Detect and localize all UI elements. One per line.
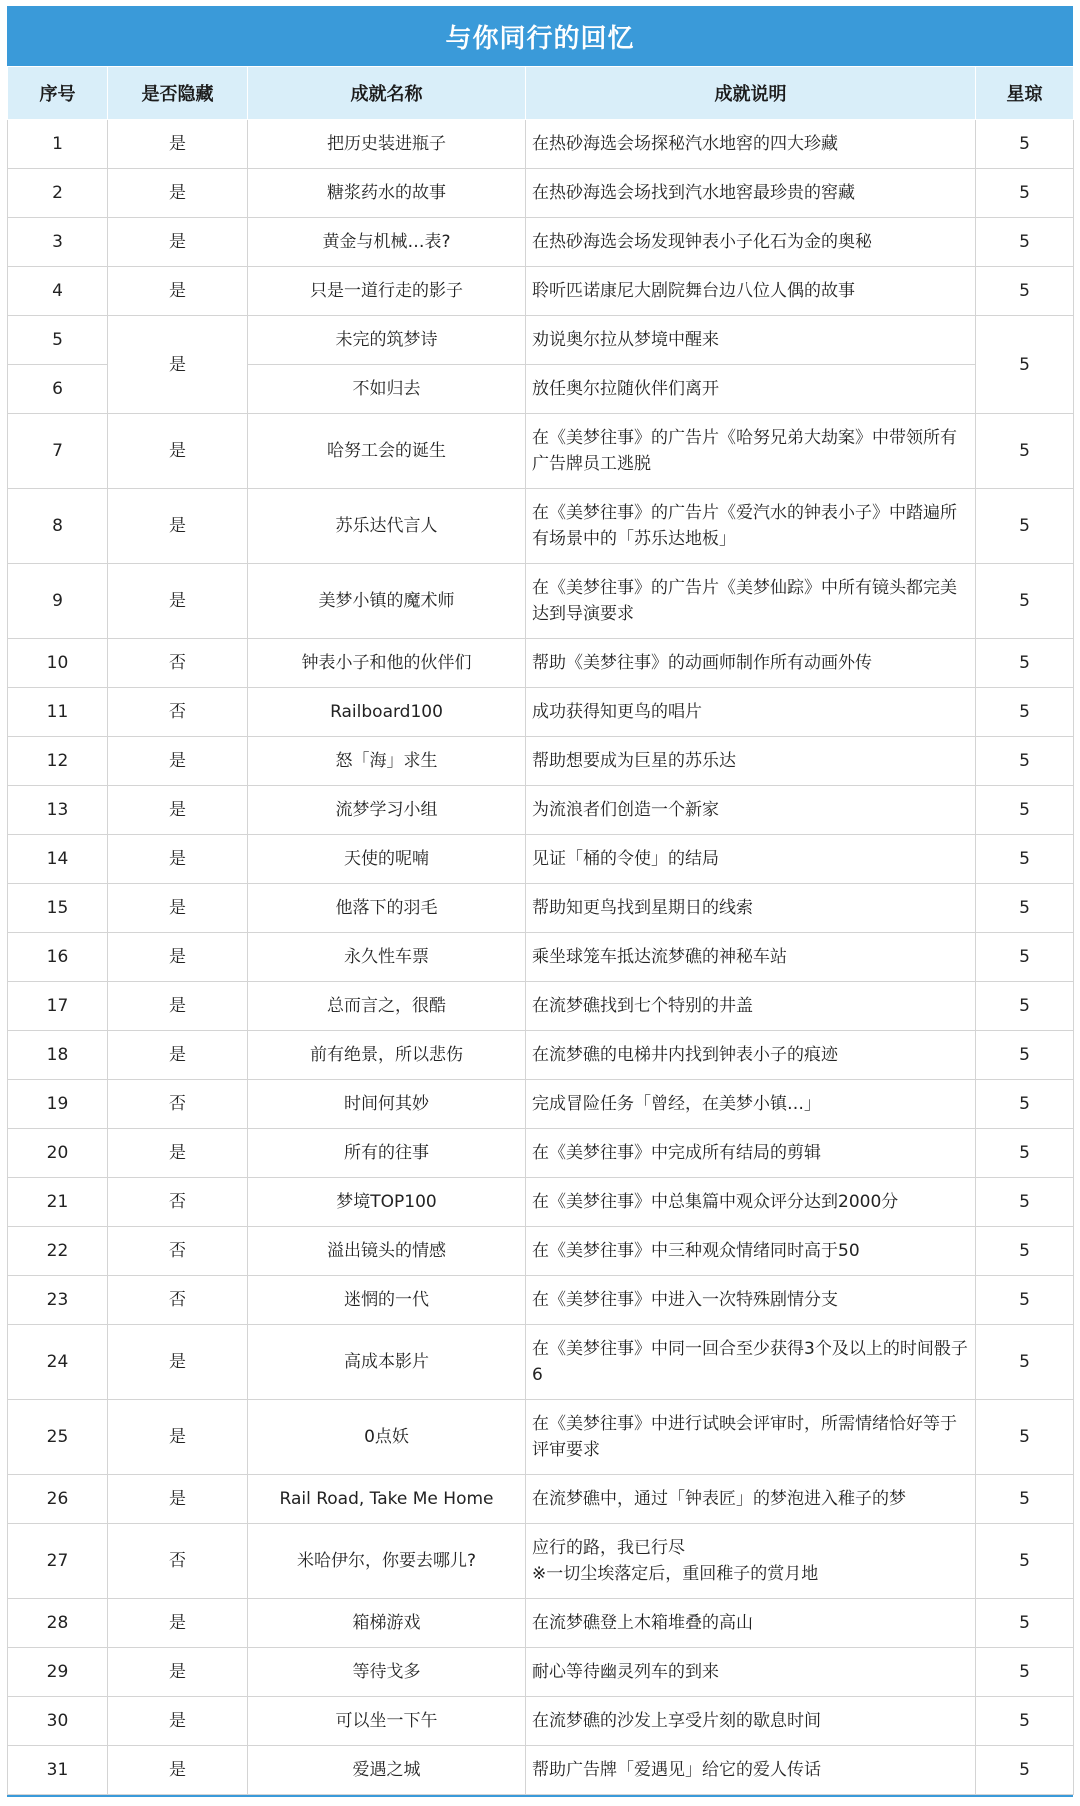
description-text: 在《美梦往事》中同一回合至少获得3个及以上的时间骰子6 (532, 1339, 968, 1385)
cell-name: 不如归去 (248, 365, 526, 414)
table-row (8, 1475, 1074, 1524)
table-row (8, 639, 1074, 688)
table-row (8, 414, 1074, 489)
table-row (8, 933, 1074, 982)
cell-name: 流梦学习小组 (248, 786, 526, 835)
cell-stars: 5 (976, 169, 1074, 218)
header-hidden: 是否隐藏 (108, 67, 248, 120)
cell-stars: 5 (976, 835, 1074, 884)
description-text: 帮助知更鸟找到星期日的线索 (532, 898, 753, 918)
cell-stars: 5 (976, 489, 1074, 564)
description-text: 在流梦礁中，通过「钟表匠」的梦泡进入稚子的梦 (532, 1489, 906, 1509)
cell-number: 21 (8, 1178, 108, 1227)
table-row (8, 688, 1074, 737)
description-text: 在流梦礁找到七个特别的井盖 (532, 996, 753, 1016)
cell-hidden: 否 (108, 1524, 248, 1599)
cell-description (526, 1400, 976, 1475)
description-text: 乘坐球笼车抵达流梦礁的神秘车站 (532, 947, 787, 967)
cell-stars: 5 (976, 1276, 1074, 1325)
cell-description (526, 169, 976, 218)
header-description: 成就说明 (526, 67, 976, 120)
cell-name: 把历史装进瓶子 (248, 120, 526, 169)
cell-description (526, 933, 976, 982)
table-row (8, 120, 1074, 169)
cell-hidden: 否 (108, 1276, 248, 1325)
description-text: 在热砂海选会场找到汽水地窖最珍贵的窖藏 (532, 183, 855, 203)
cell-description (526, 1129, 976, 1178)
description-text: 成功获得知更鸟的唱片 (532, 702, 702, 722)
table-row (8, 1599, 1074, 1648)
description-text: 在流梦礁登上木箱堆叠的高山 (532, 1613, 753, 1633)
cell-number: 13 (8, 786, 108, 835)
cell-name: 前有绝景，所以悲伤 (248, 1031, 526, 1080)
table-row (8, 1325, 1074, 1400)
cell-stars: 5 (976, 1524, 1074, 1599)
cell-number: 6 (8, 365, 108, 414)
cell-description (526, 489, 976, 564)
cell-hidden: 是 (108, 1599, 248, 1648)
table-title: 与你同行的回忆 (7, 6, 1073, 66)
cell-hidden: 否 (108, 639, 248, 688)
cell-stars: 5 (976, 1080, 1074, 1129)
cell-stars: 5 (976, 1599, 1074, 1648)
table-row (8, 489, 1074, 564)
table-row (8, 1276, 1074, 1325)
cell-hidden: 否 (108, 1178, 248, 1227)
table-row (8, 1746, 1074, 1795)
table-row (8, 1080, 1074, 1129)
description-text: 在《美梦往事》的广告片《哈努兄弟大劫案》中带领所有广告牌员工逃脱 (532, 428, 957, 474)
cell-description (526, 1599, 976, 1648)
table-row (8, 1697, 1074, 1746)
description-text: 聆听匹诺康尼大剧院舞台边八位人偶的故事 (532, 281, 855, 301)
header-name: 成就名称 (248, 67, 526, 120)
cell-number: 17 (8, 982, 108, 1031)
cell-hidden: 是 (108, 737, 248, 786)
cell-stars: 5 (976, 1227, 1074, 1276)
cell-number: 19 (8, 1080, 108, 1129)
cell-stars: 5 (976, 1178, 1074, 1227)
description-text: 见证「桶的令使」的结局 (532, 849, 719, 869)
cell-number: 11 (8, 688, 108, 737)
cell-hidden: 是 (108, 1746, 248, 1795)
cell-name: Railboard100 (248, 688, 526, 737)
header-stars: 星琼 (976, 67, 1074, 120)
cell-hidden: 是 (108, 1325, 248, 1400)
cell-description (526, 120, 976, 169)
cell-description (526, 1746, 976, 1795)
cell-description (526, 1276, 976, 1325)
cell-name: 箱梯游戏 (248, 1599, 526, 1648)
cell-name: 苏乐达代言人 (248, 489, 526, 564)
table-row (8, 169, 1074, 218)
cell-description (526, 414, 976, 489)
cell-name: 可以坐一下午 (248, 1697, 526, 1746)
cell-hidden: 是 (108, 884, 248, 933)
cell-description (526, 835, 976, 884)
cell-hidden: 是 (108, 316, 248, 414)
cell-description (526, 1227, 976, 1276)
cell-stars: 5 (976, 564, 1074, 639)
description-text: 为流浪者们创造一个新家 (532, 800, 719, 820)
cell-hidden: 是 (108, 982, 248, 1031)
cell-number: 18 (8, 1031, 108, 1080)
description-text: 在《美梦往事》中进行试映会评审时，所需情绪恰好等于评审要求 (532, 1414, 957, 1460)
cell-description (526, 884, 976, 933)
cell-number: 23 (8, 1276, 108, 1325)
cell-description (526, 1648, 976, 1697)
cell-name: 美梦小镇的魔术师 (248, 564, 526, 639)
description-text: 在流梦礁的沙发上享受片刻的歇息时间 (532, 1711, 821, 1731)
cell-name: 糖浆药水的故事 (248, 169, 526, 218)
cell-name: 怒「海」求生 (248, 737, 526, 786)
cell-description (526, 564, 976, 639)
cell-stars: 5 (976, 218, 1074, 267)
cell-hidden: 是 (108, 1475, 248, 1524)
table-row (8, 737, 1074, 786)
cell-hidden: 否 (108, 1080, 248, 1129)
table-row (8, 982, 1074, 1031)
cell-stars: 5 (976, 120, 1074, 169)
cell-hidden: 是 (108, 1648, 248, 1697)
cell-name: 米哈伊尔，你要去哪儿? (248, 1524, 526, 1599)
description-text: 帮助广告牌「爱遇见」给它的爱人传话 (532, 1760, 821, 1780)
cell-description (526, 639, 976, 688)
cell-number: 8 (8, 489, 108, 564)
description-text: 放任奥尔拉随伙伴们离开 (532, 379, 719, 399)
table-row (8, 1400, 1074, 1475)
cell-description (526, 1524, 976, 1599)
description-text: 劝说奥尔拉从梦境中醒来 (532, 330, 719, 350)
table-row (8, 1129, 1074, 1178)
table-row (8, 884, 1074, 933)
cell-description (526, 267, 976, 316)
header-number: 序号 (8, 67, 108, 120)
table-row (8, 1178, 1074, 1227)
table-row (8, 1524, 1074, 1599)
cell-hidden: 是 (108, 933, 248, 982)
cell-name: 黄金与机械…表? (248, 218, 526, 267)
cell-stars: 5 (976, 639, 1074, 688)
cell-hidden: 是 (108, 1129, 248, 1178)
table-row (8, 564, 1074, 639)
header-row (8, 67, 1074, 120)
table-row (8, 1648, 1074, 1697)
cell-hidden: 否 (108, 688, 248, 737)
cell-number: 9 (8, 564, 108, 639)
cell-number: 28 (8, 1599, 108, 1648)
description-note: ※一切尘埃落定后，重回稚子的赏月地 (532, 1564, 819, 1584)
description-text: 在热砂海选会场发现钟表小子化石为金的奥秘 (532, 232, 872, 252)
table-row (8, 267, 1074, 316)
cell-name: 等待戈多 (248, 1648, 526, 1697)
cell-name: 爱遇之城 (248, 1746, 526, 1795)
cell-name: 迷惘的一代 (248, 1276, 526, 1325)
cell-description (526, 365, 976, 414)
cell-stars: 5 (976, 1697, 1074, 1746)
cell-hidden: 是 (108, 267, 248, 316)
description-text: 在《美梦往事》的广告片《爱汽水的钟表小子》中踏遍所有场景中的「苏乐达地板」 (532, 503, 957, 549)
cell-stars: 5 (976, 933, 1074, 982)
cell-hidden: 是 (108, 218, 248, 267)
cell-number: 20 (8, 1129, 108, 1178)
cell-description (526, 737, 976, 786)
table-row (8, 218, 1074, 267)
table-row (8, 1227, 1074, 1276)
cell-number: 15 (8, 884, 108, 933)
cell-number: 22 (8, 1227, 108, 1276)
table-row (8, 786, 1074, 835)
cell-name: 未完的筑梦诗 (248, 316, 526, 365)
cell-number: 27 (8, 1524, 108, 1599)
cell-description (526, 316, 976, 365)
cell-description (526, 1178, 976, 1227)
description-text: 在《美梦往事》中进入一次特殊剧情分支 (532, 1290, 838, 1310)
cell-description (526, 688, 976, 737)
cell-name: Rail Road, Take Me Home (248, 1475, 526, 1524)
cell-hidden: 否 (108, 1227, 248, 1276)
description-text: 在《美梦往事》中完成所有结局的剪辑 (532, 1143, 821, 1163)
cell-name: 只是一道行走的影子 (248, 267, 526, 316)
cell-stars: 5 (976, 1475, 1074, 1524)
table-row (8, 1031, 1074, 1080)
cell-hidden: 是 (108, 169, 248, 218)
description-text: 在《美梦往事》的广告片《美梦仙踪》中所有镜头都完美达到导演要求 (532, 578, 957, 624)
cell-name: 梦境TOP100 (248, 1178, 526, 1227)
cell-hidden: 是 (108, 835, 248, 884)
cell-number: 5 (8, 316, 108, 365)
cell-number: 29 (8, 1648, 108, 1697)
cell-description (526, 1475, 976, 1524)
cell-name: 天使的呢喃 (248, 835, 526, 884)
cell-stars: 5 (976, 1400, 1074, 1475)
table-row (8, 316, 1074, 365)
cell-number: 3 (8, 218, 108, 267)
cell-hidden: 是 (108, 1697, 248, 1746)
bottom-border (7, 1795, 1073, 1797)
cell-hidden: 是 (108, 414, 248, 489)
cell-description (526, 786, 976, 835)
cell-stars: 5 (976, 786, 1074, 835)
description-text: 应行的路，我已行尽 (532, 1538, 685, 1558)
achievement-table (7, 66, 1074, 1795)
cell-description (526, 1080, 976, 1129)
cell-hidden: 是 (108, 1400, 248, 1475)
cell-stars: 5 (976, 414, 1074, 489)
cell-number: 14 (8, 835, 108, 884)
cell-description (526, 1325, 976, 1400)
cell-name: 高成本影片 (248, 1325, 526, 1400)
cell-name: 永久性车票 (248, 933, 526, 982)
table-body (8, 120, 1074, 1795)
cell-number: 25 (8, 1400, 108, 1475)
cell-description (526, 1031, 976, 1080)
cell-description (526, 1697, 976, 1746)
cell-description (526, 982, 976, 1031)
cell-number: 26 (8, 1475, 108, 1524)
cell-hidden: 是 (108, 1031, 248, 1080)
cell-number: 12 (8, 737, 108, 786)
cell-name: 钟表小子和他的伙伴们 (248, 639, 526, 688)
cell-stars: 5 (976, 316, 1074, 414)
cell-name: 时间何其妙 (248, 1080, 526, 1129)
description-text: 耐心等待幽灵列车的到来 (532, 1662, 719, 1682)
cell-hidden: 是 (108, 786, 248, 835)
description-text: 帮助想要成为巨星的苏乐达 (532, 751, 736, 771)
description-text: 在《美梦往事》中总集篇中观众评分达到2000分 (532, 1192, 899, 1212)
cell-name: 总而言之，很酷 (248, 982, 526, 1031)
description-text: 帮助《美梦往事》的动画师制作所有动画外传 (532, 653, 872, 673)
cell-stars: 5 (976, 1129, 1074, 1178)
cell-number: 7 (8, 414, 108, 489)
cell-hidden: 是 (108, 489, 248, 564)
cell-stars: 5 (976, 737, 1074, 786)
description-text: 在《美梦往事》中三种观众情绪同时高于50 (532, 1241, 860, 1261)
description-text: 在流梦礁的电梯井内找到钟表小子的痕迹 (532, 1045, 838, 1065)
cell-number: 2 (8, 169, 108, 218)
cell-description (526, 218, 976, 267)
cell-hidden: 是 (108, 564, 248, 639)
cell-hidden: 是 (108, 120, 248, 169)
cell-stars: 5 (976, 1746, 1074, 1795)
cell-number: 30 (8, 1697, 108, 1746)
cell-stars: 5 (976, 267, 1074, 316)
cell-number: 16 (8, 933, 108, 982)
cell-number: 31 (8, 1746, 108, 1795)
cell-stars: 5 (976, 1325, 1074, 1400)
cell-name: 0点妖 (248, 1400, 526, 1475)
cell-number: 4 (8, 267, 108, 316)
cell-number: 24 (8, 1325, 108, 1400)
description-text: 在热砂海选会场探秘汽水地窖的四大珍藏 (532, 134, 838, 154)
cell-stars: 5 (976, 1648, 1074, 1697)
cell-stars: 5 (976, 688, 1074, 737)
cell-name: 他落下的羽毛 (248, 884, 526, 933)
cell-stars: 5 (976, 884, 1074, 933)
table-row (8, 835, 1074, 884)
cell-stars: 5 (976, 982, 1074, 1031)
cell-name: 所有的往事 (248, 1129, 526, 1178)
achievement-table-container (7, 6, 1073, 1797)
description-text: 完成冒险任务「曾经，在美梦小镇…」 (532, 1094, 821, 1114)
cell-stars: 5 (976, 1031, 1074, 1080)
cell-number: 10 (8, 639, 108, 688)
cell-name: 溢出镜头的情感 (248, 1227, 526, 1276)
cell-name: 哈努工会的诞生 (248, 414, 526, 489)
cell-number: 1 (8, 120, 108, 169)
